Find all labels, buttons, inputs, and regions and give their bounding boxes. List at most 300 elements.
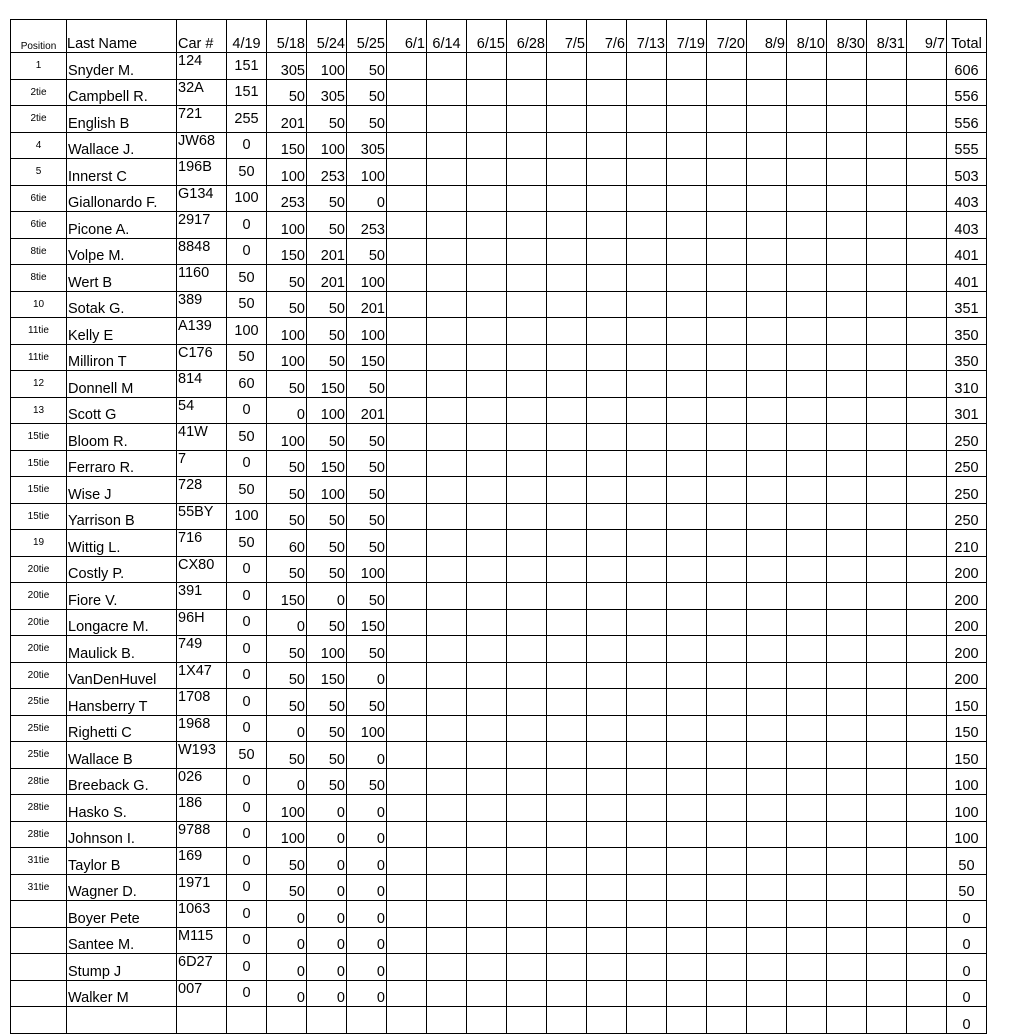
empty-result-cell: [387, 609, 427, 636]
header-date: 6/15: [467, 20, 507, 53]
empty-result-cell: [467, 980, 507, 1007]
position-cell: 2tie: [11, 106, 67, 133]
result-cell: 0: [227, 238, 267, 265]
result-cell: 0: [227, 768, 267, 795]
empty-result-cell: [747, 450, 787, 477]
position-cell: 12: [11, 371, 67, 398]
empty-result-cell: [627, 477, 667, 504]
result-cell: 100: [307, 477, 347, 504]
empty-result-cell: [707, 185, 747, 212]
empty-result-cell: [827, 848, 867, 875]
empty-result-cell: [467, 344, 507, 371]
last-name-cell: Taylor B: [67, 848, 177, 875]
table-row: [11, 212, 987, 239]
table-row: [11, 424, 987, 451]
empty-result-cell: [387, 583, 427, 610]
total-cell: 250: [947, 450, 987, 477]
empty-result-cell: [587, 662, 627, 689]
empty-result-cell: [387, 79, 427, 106]
empty-result-cell: [707, 636, 747, 663]
result-cell: 0: [227, 848, 267, 875]
result-cell: 255: [227, 106, 267, 133]
empty-result-cell: [827, 530, 867, 557]
table-row: [11, 954, 987, 981]
empty-result-cell: [587, 742, 627, 769]
empty-result-cell: [867, 980, 907, 1007]
empty-result-cell: [467, 318, 507, 345]
empty-result-cell: [427, 636, 467, 663]
empty-result-cell: [547, 159, 587, 186]
empty-result-cell: [867, 159, 907, 186]
empty-result-cell: [547, 371, 587, 398]
empty-result-cell: [667, 583, 707, 610]
result-cell: 0: [227, 397, 267, 424]
empty-result-cell: [667, 1007, 707, 1034]
empty-result-cell: [667, 106, 707, 133]
last-name-cell: Bloom R.: [67, 424, 177, 451]
empty-result-cell: [427, 874, 467, 901]
empty-result-cell: [827, 503, 867, 530]
empty-result-cell: [827, 79, 867, 106]
header-position: Position: [11, 20, 67, 53]
empty-result-cell: [627, 79, 667, 106]
table-row: [11, 636, 987, 663]
empty-result-cell: [387, 874, 427, 901]
total-cell: 250: [947, 477, 987, 504]
position-cell: 28tie: [11, 795, 67, 822]
result-cell: 0: [227, 715, 267, 742]
empty-result-cell: [907, 238, 947, 265]
header-date: 5/24: [307, 20, 347, 53]
empty-result-cell: [787, 742, 827, 769]
empty-result-cell: [387, 768, 427, 795]
empty-result-cell: [787, 477, 827, 504]
empty-result-cell: [747, 609, 787, 636]
empty-result-cell: [627, 503, 667, 530]
result-cell: 50: [347, 689, 387, 716]
empty-result-cell: [747, 132, 787, 159]
position-cell: 11tie: [11, 344, 67, 371]
result-cell: 0: [227, 980, 267, 1007]
car-number-cell: 1X47: [177, 662, 227, 689]
empty-result-cell: [827, 424, 867, 451]
empty-result-cell: [707, 715, 747, 742]
empty-result-cell: [547, 715, 587, 742]
empty-result-cell: [587, 980, 627, 1007]
result-cell: [227, 1007, 267, 1034]
empty-result-cell: [667, 954, 707, 981]
header-date: 8/10: [787, 20, 827, 53]
empty-result-cell: [387, 954, 427, 981]
result-cell: 151: [227, 79, 267, 106]
empty-result-cell: [787, 291, 827, 318]
empty-result-cell: [507, 397, 547, 424]
result-cell: 0: [307, 980, 347, 1007]
empty-result-cell: [827, 291, 867, 318]
empty-result-cell: [387, 238, 427, 265]
table-row: [11, 477, 987, 504]
result-cell: 50: [267, 477, 307, 504]
empty-result-cell: [427, 185, 467, 212]
result-cell: 50: [307, 742, 347, 769]
result-cell: 0: [267, 954, 307, 981]
empty-result-cell: [387, 901, 427, 928]
total-cell: 100: [947, 795, 987, 822]
position-cell: 20tie: [11, 583, 67, 610]
empty-result-cell: [387, 132, 427, 159]
position-cell: 8tie: [11, 238, 67, 265]
empty-result-cell: [427, 291, 467, 318]
last-name-cell: Hansberry T: [67, 689, 177, 716]
empty-result-cell: [907, 291, 947, 318]
empty-result-cell: [787, 318, 827, 345]
empty-result-cell: [547, 980, 587, 1007]
result-cell: 0: [267, 715, 307, 742]
position-cell: 15tie: [11, 424, 67, 451]
result-cell: 50: [347, 477, 387, 504]
empty-result-cell: [747, 397, 787, 424]
result-cell: 0: [307, 583, 347, 610]
result-cell: 50: [307, 556, 347, 583]
empty-result-cell: [507, 954, 547, 981]
empty-result-cell: [467, 212, 507, 239]
car-number-cell: 41W: [177, 424, 227, 451]
total-cell: 200: [947, 583, 987, 610]
empty-result-cell: [867, 662, 907, 689]
empty-result-cell: [707, 318, 747, 345]
empty-result-cell: [507, 530, 547, 557]
result-cell: 150: [307, 662, 347, 689]
empty-result-cell: [747, 265, 787, 292]
empty-result-cell: [547, 53, 587, 80]
empty-result-cell: [387, 821, 427, 848]
empty-result-cell: [907, 53, 947, 80]
empty-result-cell: [627, 132, 667, 159]
empty-result-cell: [747, 318, 787, 345]
empty-result-cell: [667, 132, 707, 159]
total-cell: 50: [947, 874, 987, 901]
table-row: [11, 185, 987, 212]
empty-result-cell: [427, 609, 467, 636]
empty-result-cell: [507, 106, 547, 133]
empty-result-cell: [587, 477, 627, 504]
empty-result-cell: [387, 742, 427, 769]
empty-result-cell: [547, 874, 587, 901]
header-row: [11, 20, 987, 53]
empty-result-cell: [507, 424, 547, 451]
result-cell: 0: [267, 901, 307, 928]
empty-result-cell: [427, 212, 467, 239]
empty-result-cell: [467, 159, 507, 186]
empty-result-cell: [547, 132, 587, 159]
result-cell: 50: [227, 530, 267, 557]
empty-result-cell: [867, 424, 907, 451]
result-cell: 100: [227, 318, 267, 345]
empty-result-cell: [827, 159, 867, 186]
car-number-cell: 391: [177, 583, 227, 610]
empty-result-cell: [867, 318, 907, 345]
empty-result-cell: [707, 344, 747, 371]
empty-result-cell: [747, 662, 787, 689]
empty-result-cell: [627, 768, 667, 795]
empty-result-cell: [907, 927, 947, 954]
empty-result-cell: [587, 556, 627, 583]
empty-result-cell: [467, 636, 507, 663]
empty-result-cell: [707, 424, 747, 451]
car-number-cell: 2917: [177, 212, 227, 239]
empty-result-cell: [867, 371, 907, 398]
empty-result-cell: [387, 371, 427, 398]
empty-result-cell: [707, 291, 747, 318]
table-row: [11, 238, 987, 265]
car-number-cell: 1971: [177, 874, 227, 901]
empty-result-cell: [547, 556, 587, 583]
result-cell: 50: [347, 106, 387, 133]
empty-result-cell: [707, 848, 747, 875]
result-cell: 100: [347, 318, 387, 345]
empty-result-cell: [587, 53, 627, 80]
last-name-cell: Ferraro R.: [67, 450, 177, 477]
empty-result-cell: [667, 265, 707, 292]
table-row: [11, 79, 987, 106]
empty-result-cell: [747, 689, 787, 716]
empty-result-cell: [827, 795, 867, 822]
empty-result-cell: [627, 238, 667, 265]
car-number-cell: A139: [177, 318, 227, 345]
empty-result-cell: [427, 53, 467, 80]
empty-result-cell: [787, 185, 827, 212]
empty-result-cell: [747, 291, 787, 318]
table-row: [11, 1007, 987, 1034]
empty-result-cell: [827, 768, 867, 795]
empty-result-cell: [667, 795, 707, 822]
position-cell: 28tie: [11, 821, 67, 848]
last-name-cell: Volpe M.: [67, 238, 177, 265]
empty-result-cell: [907, 503, 947, 530]
result-cell: 150: [267, 583, 307, 610]
result-cell: 0: [227, 795, 267, 822]
empty-result-cell: [707, 477, 747, 504]
empty-result-cell: [467, 265, 507, 292]
car-number-cell: 8848: [177, 238, 227, 265]
result-cell: 0: [227, 609, 267, 636]
empty-result-cell: [587, 106, 627, 133]
empty-result-cell: [787, 927, 827, 954]
empty-result-cell: [627, 159, 667, 186]
empty-result-cell: [787, 556, 827, 583]
empty-result-cell: [707, 609, 747, 636]
result-cell: 0: [267, 397, 307, 424]
empty-result-cell: [907, 1007, 947, 1034]
empty-result-cell: [387, 636, 427, 663]
empty-result-cell: [667, 556, 707, 583]
result-cell: 50: [347, 768, 387, 795]
empty-result-cell: [467, 848, 507, 875]
last-name-cell: Costly P.: [67, 556, 177, 583]
empty-result-cell: [387, 530, 427, 557]
last-name-cell: Johnson I.: [67, 821, 177, 848]
empty-result-cell: [787, 132, 827, 159]
result-cell: 0: [347, 980, 387, 1007]
empty-result-cell: [507, 609, 547, 636]
empty-result-cell: [867, 954, 907, 981]
empty-result-cell: [707, 212, 747, 239]
result-cell: 100: [347, 265, 387, 292]
empty-result-cell: [907, 318, 947, 345]
empty-result-cell: [867, 212, 907, 239]
empty-result-cell: [547, 636, 587, 663]
result-cell: 0: [347, 901, 387, 928]
empty-result-cell: [427, 265, 467, 292]
empty-result-cell: [707, 874, 747, 901]
empty-result-cell: [547, 848, 587, 875]
empty-result-cell: [707, 556, 747, 583]
empty-result-cell: [507, 291, 547, 318]
empty-result-cell: [707, 954, 747, 981]
empty-result-cell: [867, 185, 907, 212]
empty-result-cell: [547, 212, 587, 239]
last-name-cell: Boyer Pete: [67, 901, 177, 928]
total-cell: 401: [947, 265, 987, 292]
empty-result-cell: [707, 980, 747, 1007]
empty-result-cell: [907, 212, 947, 239]
car-number-cell: 814: [177, 371, 227, 398]
result-cell: 0: [227, 583, 267, 610]
result-cell: 50: [307, 689, 347, 716]
empty-result-cell: [787, 662, 827, 689]
empty-result-cell: [427, 344, 467, 371]
empty-result-cell: [667, 927, 707, 954]
result-cell: 253: [267, 185, 307, 212]
empty-result-cell: [387, 927, 427, 954]
empty-result-cell: [667, 689, 707, 716]
empty-result-cell: [547, 583, 587, 610]
empty-result-cell: [507, 371, 547, 398]
empty-result-cell: [907, 159, 947, 186]
car-number-cell: 1968: [177, 715, 227, 742]
total-cell: 150: [947, 742, 987, 769]
header-date: 5/25: [347, 20, 387, 53]
empty-result-cell: [787, 212, 827, 239]
last-name-cell: Scott G: [67, 397, 177, 424]
empty-result-cell: [867, 583, 907, 610]
empty-result-cell: [467, 185, 507, 212]
result-cell: 253: [347, 212, 387, 239]
total-cell: 556: [947, 79, 987, 106]
empty-result-cell: [907, 450, 947, 477]
empty-result-cell: [507, 715, 547, 742]
empty-result-cell: [787, 636, 827, 663]
empty-result-cell: [907, 980, 947, 1007]
empty-result-cell: [427, 768, 467, 795]
result-cell: 100: [307, 132, 347, 159]
empty-result-cell: [467, 583, 507, 610]
empty-result-cell: [787, 821, 827, 848]
empty-result-cell: [587, 636, 627, 663]
empty-result-cell: [467, 556, 507, 583]
empty-result-cell: [787, 901, 827, 928]
empty-result-cell: [707, 583, 747, 610]
empty-result-cell: [667, 238, 707, 265]
empty-result-cell: [867, 477, 907, 504]
empty-result-cell: [427, 848, 467, 875]
table-row: [11, 662, 987, 689]
empty-result-cell: [627, 954, 667, 981]
empty-result-cell: [787, 503, 827, 530]
header-date: 6/1: [387, 20, 427, 53]
result-cell: 0: [307, 821, 347, 848]
last-name-cell: Longacre M.: [67, 609, 177, 636]
empty-result-cell: [507, 848, 547, 875]
result-cell: 50: [307, 768, 347, 795]
empty-result-cell: [387, 556, 427, 583]
result-cell: 50: [347, 238, 387, 265]
empty-result-cell: [827, 344, 867, 371]
empty-result-cell: [427, 662, 467, 689]
empty-result-cell: [627, 927, 667, 954]
empty-result-cell: [427, 79, 467, 106]
empty-result-cell: [587, 424, 627, 451]
position-cell: 28tie: [11, 768, 67, 795]
result-cell: 0: [307, 874, 347, 901]
car-number-cell: G134: [177, 185, 227, 212]
total-cell: 301: [947, 397, 987, 424]
empty-result-cell: [467, 132, 507, 159]
empty-result-cell: [667, 185, 707, 212]
result-cell: 50: [227, 742, 267, 769]
empty-result-cell: [867, 742, 907, 769]
empty-result-cell: [587, 291, 627, 318]
empty-result-cell: [467, 238, 507, 265]
empty-result-cell: [827, 265, 867, 292]
empty-result-cell: [747, 53, 787, 80]
position-cell: 20tie: [11, 609, 67, 636]
result-cell: 100: [267, 344, 307, 371]
empty-result-cell: [387, 424, 427, 451]
empty-result-cell: [387, 1007, 427, 1034]
result-cell: 0: [347, 821, 387, 848]
position-cell: 13: [11, 397, 67, 424]
total-cell: 0: [947, 954, 987, 981]
empty-result-cell: [467, 530, 507, 557]
empty-result-cell: [587, 344, 627, 371]
table-row: [11, 530, 987, 557]
empty-result-cell: [787, 795, 827, 822]
result-cell: 0: [347, 927, 387, 954]
header-date: 6/28: [507, 20, 547, 53]
empty-result-cell: [587, 583, 627, 610]
empty-result-cell: [587, 450, 627, 477]
empty-result-cell: [867, 821, 907, 848]
empty-result-cell: [867, 927, 907, 954]
empty-result-cell: [387, 795, 427, 822]
table-row: [11, 159, 987, 186]
position-cell: 15tie: [11, 503, 67, 530]
empty-result-cell: [547, 901, 587, 928]
position-cell: [11, 1007, 67, 1034]
empty-result-cell: [867, 556, 907, 583]
empty-result-cell: [667, 397, 707, 424]
empty-result-cell: [907, 636, 947, 663]
empty-result-cell: [507, 927, 547, 954]
empty-result-cell: [427, 318, 467, 345]
car-number-cell: 1063: [177, 901, 227, 928]
table-header: [11, 20, 987, 53]
empty-result-cell: [667, 742, 707, 769]
empty-result-cell: [547, 318, 587, 345]
empty-result-cell: [787, 265, 827, 292]
empty-result-cell: [747, 636, 787, 663]
